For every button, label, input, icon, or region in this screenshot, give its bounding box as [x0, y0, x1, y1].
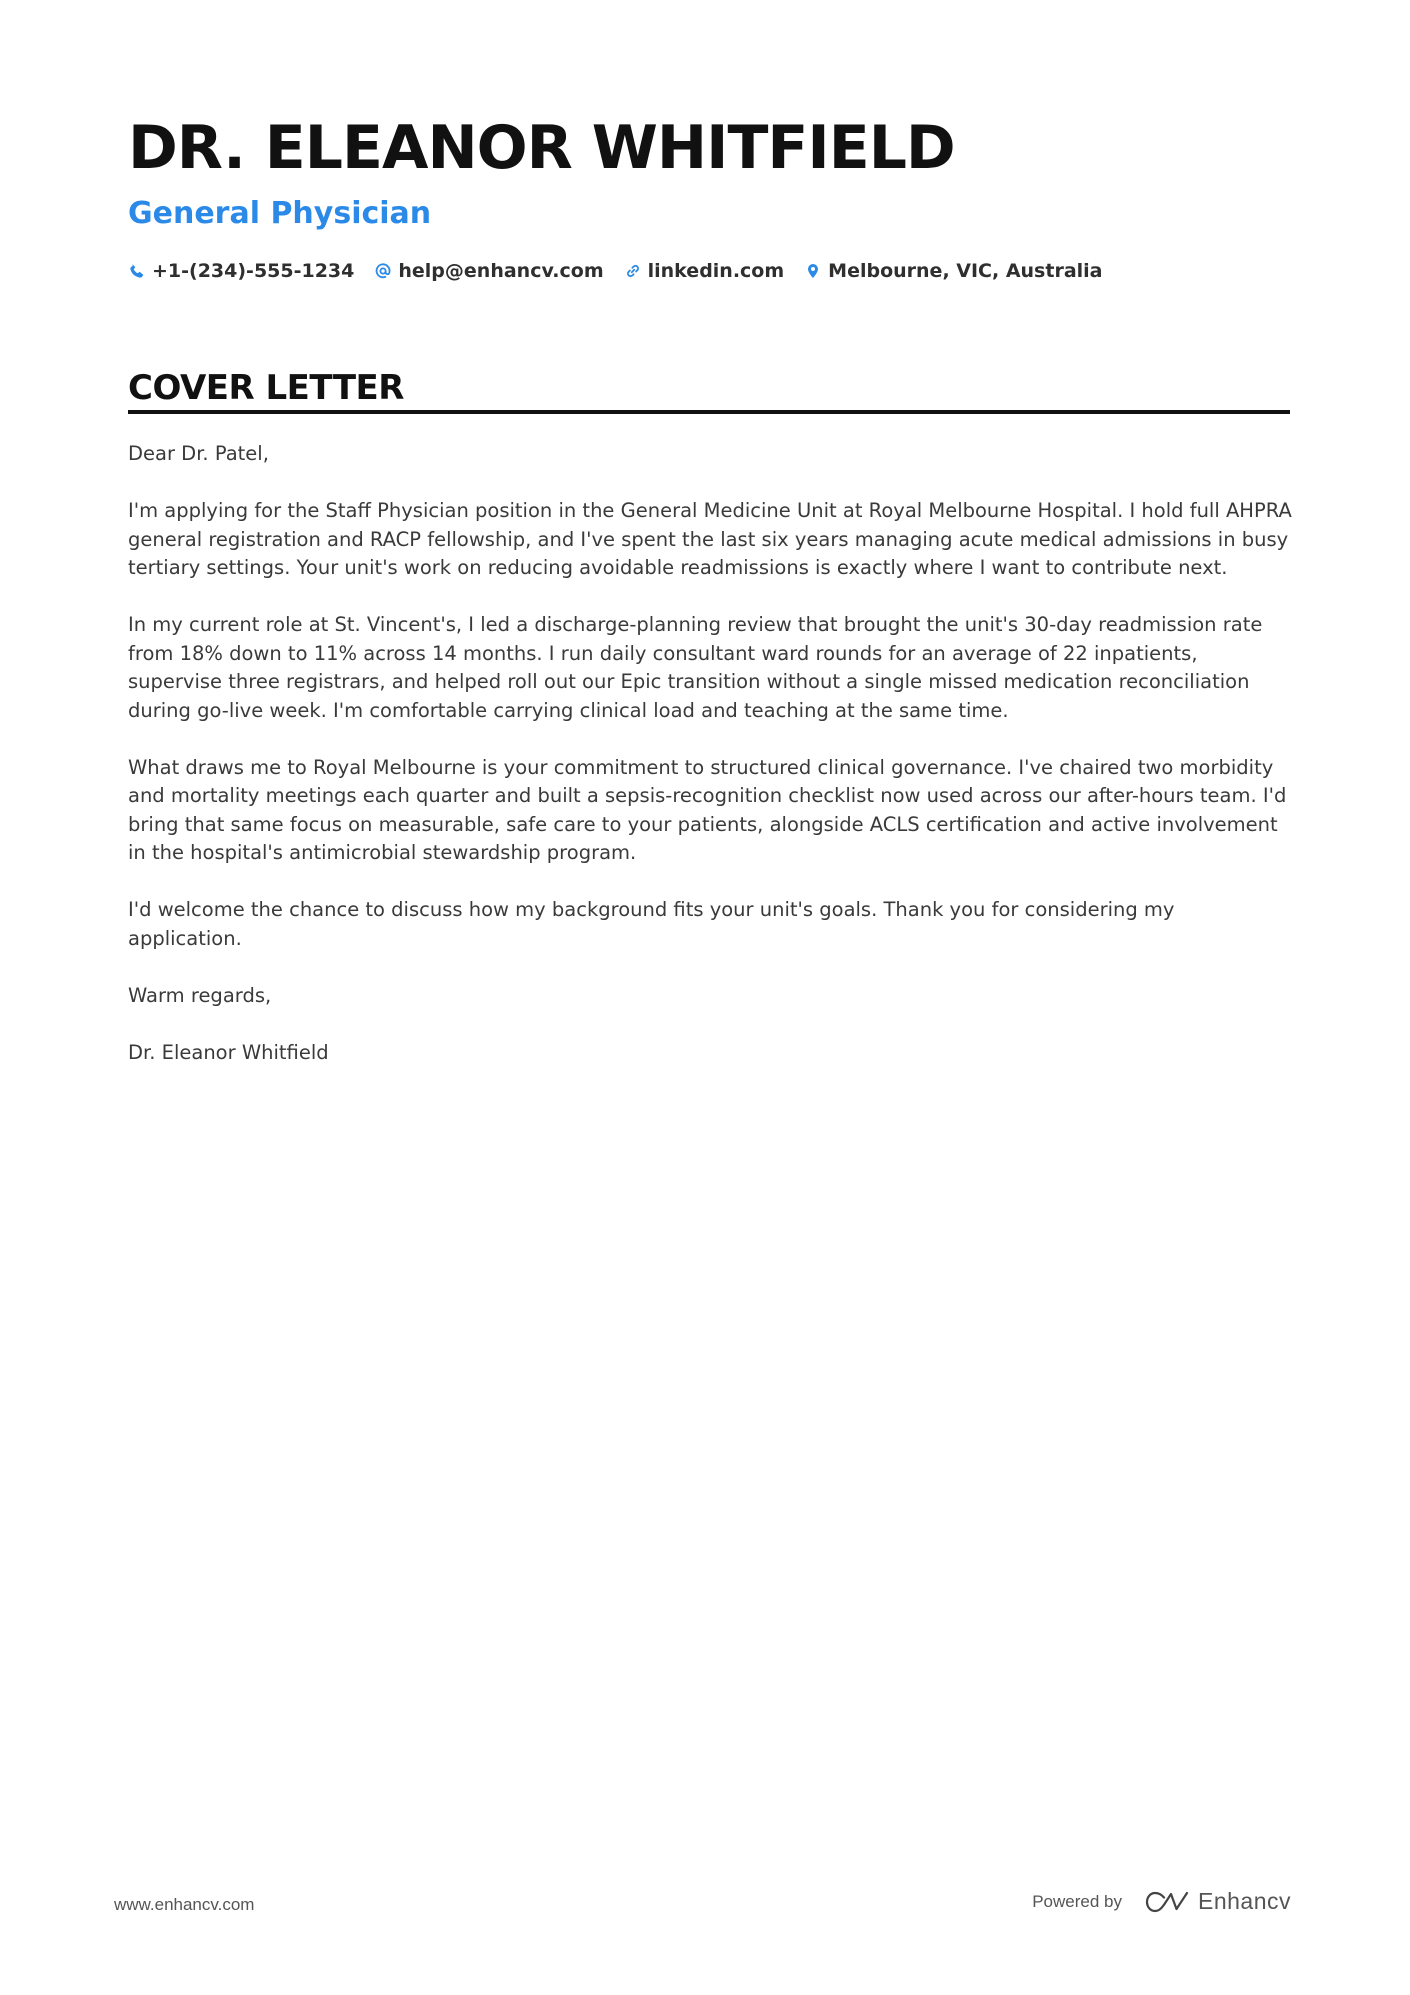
section-divider [128, 410, 1290, 414]
contact-location-text: Melbourne, VIC, Australia [828, 260, 1103, 282]
at-icon [374, 262, 392, 280]
powered-by-label: Powered by [1032, 1891, 1122, 1911]
salutation: Dear Dr. Patel, [128, 442, 269, 465]
brand-name: Enhancv [1197, 1888, 1291, 1914]
footer-url[interactable]: www.enhancv.com [114, 1895, 255, 1914]
contact-linkedin-text: linkedin.com [647, 260, 785, 282]
letter-paragraph-1: I'm applying for the Staff Physician position in the General Medicine Unit at Royal Melbourne Hospital. I hold full AHPRA general registration and RACP fellowship, and I've spent the last six years managing acute medical admissions in busy tertiary settings. Your unit's work on reducing avoidable readmissions is exactly where I want to contribute next. [128, 499, 1292, 579]
contact-list [128, 260, 1288, 282]
section-title: COVER LETTER [128, 368, 404, 408]
letter-paragraph-4: I'd welcome the chance to discuss how my background fits your unit's goals. Thank you for considering my application. [128, 898, 1175, 950]
closing: Warm regards, [128, 983, 272, 1007]
enhancv-logo-icon [1144, 1889, 1190, 1915]
letter-body [128, 440, 1293, 1096]
job-title: General Physician [128, 196, 432, 231]
brand-logo-group[interactable] [1144, 1888, 1291, 1915]
phone-icon [128, 262, 146, 280]
header [128, 110, 1288, 282]
letter-paragraph-2: In my current role at St. Vincent's, I led a discharge-planning review that brought the unit's 30-day readmission rate from 18% down to 11% across 14 months. I run daily consultant ward rounds for an average of 22 inpatients, supervise three registrars, and helped roll out our Epic transition without a single missed medication reconciliation during go-live week. I'm comfortable carrying clinical load and teaching at the same time. [128, 613, 1263, 722]
location-pin-icon [804, 262, 822, 280]
link-icon [624, 262, 642, 280]
signature: Dr. Eleanor Whitfield [128, 1040, 329, 1064]
contact-phone-text: +1-(234)-555-1234 [152, 260, 355, 282]
letter-paragraph-3: What draws me to Royal Melbourne is your commitment to structured clinical governance. I've chaired two morbidity and mortality meetings each quarter and built a sepsis-recognition checklist now used across our after-hours team. I'd bring that same focus on measurable, safe care to your patients, alongside ACLS certification and active involvement in the hospital's antimicrobial stewardship program. [128, 755, 1287, 864]
footer-brand[interactable] [1032, 1888, 1291, 1915]
applicant-name: DR. ELEANOR WHITFIELD [128, 113, 955, 183]
contact-phone [128, 260, 354, 282]
contact-linkedin[interactable] [624, 260, 785, 282]
contact-email[interactable] [374, 260, 603, 282]
contact-email-text: help@enhancv.com [398, 260, 604, 282]
contact-location [804, 260, 1102, 282]
